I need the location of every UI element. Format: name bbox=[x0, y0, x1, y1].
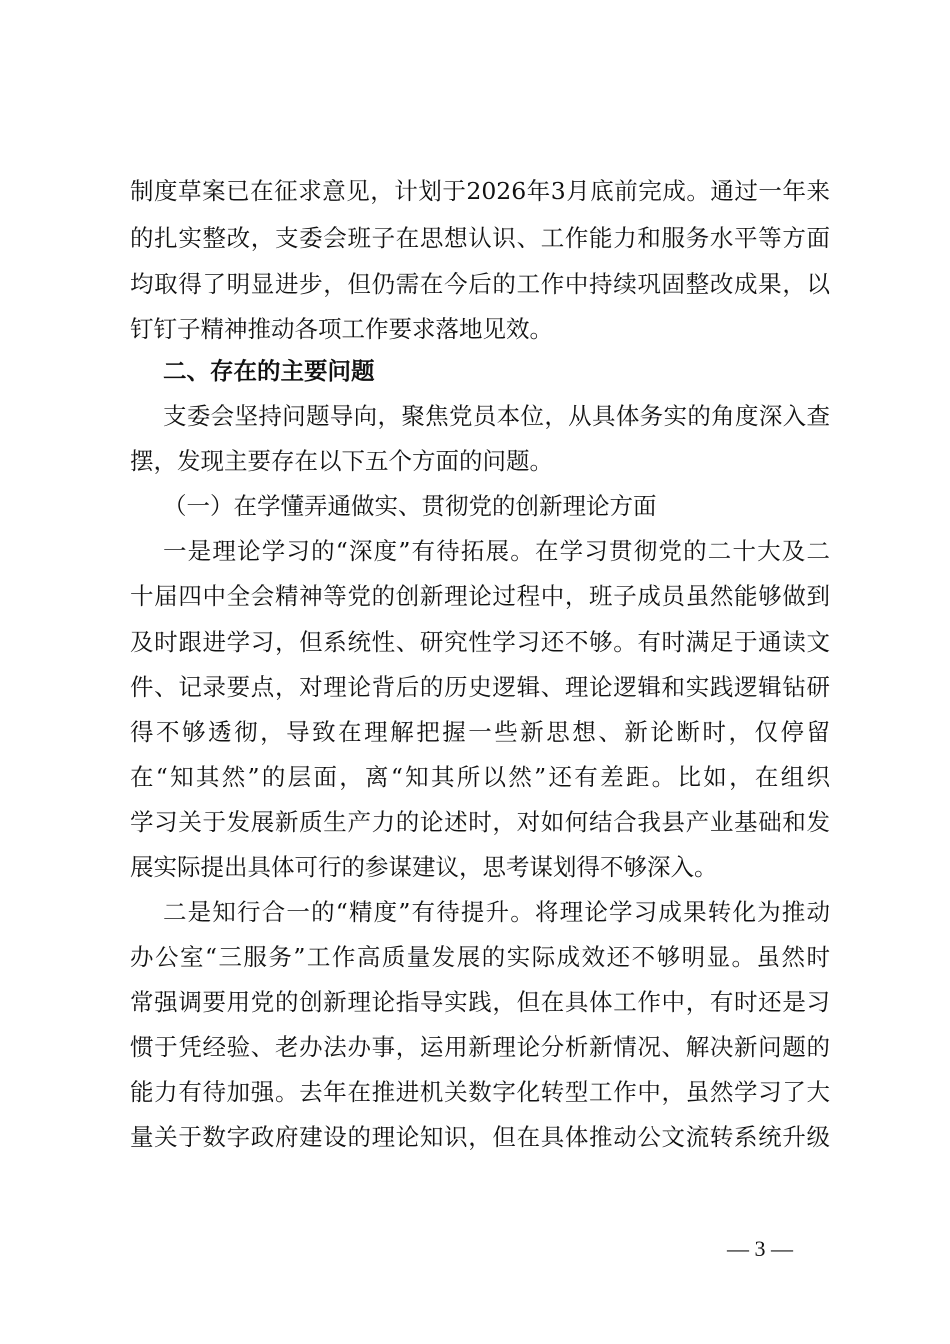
body-line: 学习关于发展新质生产力的论述时，对如何结合我县产业基础和发 bbox=[130, 808, 830, 836]
body-line: 制度草案已在征求意见，计划于2026年3月底前完成。通过一年来 bbox=[130, 177, 830, 205]
body-line: 二是知行合一的“精度”有待提升。将理论学习成果转化为推动 bbox=[163, 898, 830, 926]
body-line: 均取得了明显进步，但仍需在今后的工作中持续巩固整改成果，以 bbox=[130, 270, 830, 298]
body-line: 能力有待加强。去年在推进机关数字化转型工作中，虽然学习了大 bbox=[130, 1078, 830, 1106]
body-line: 在“知其然”的层面，离“知其所以然”还有差距。比如，在组织 bbox=[130, 763, 830, 791]
body-line: 十届四中全会精神等党的创新理论过程中，班子成员虽然能够做到 bbox=[130, 582, 830, 610]
body-line: 及时跟进学习，但系统性、研究性学习还不够。有时满足于通读文 bbox=[130, 628, 830, 656]
body-line: 的扎实整改，支委会班子在思想认识、工作能力和服务水平等方面 bbox=[130, 224, 830, 252]
body-line: 一是理论学习的“深度”有待拓展。在学习贯彻党的二十大及二 bbox=[163, 537, 830, 565]
body-line: 量关于数字政府建设的理论知识，但在具体推动公文流转系统升级 bbox=[130, 1123, 830, 1151]
body-line: 支委会坚持问题导向，聚焦党员本位，从具体务实的角度深入查 bbox=[163, 402, 830, 430]
body-line: 钉钉子精神推动各项工作要求落地见效。 bbox=[130, 315, 553, 343]
body-line: 件、记录要点，对理论背后的历史逻辑、理论逻辑和实践逻辑钻研 bbox=[130, 673, 830, 701]
body-line: 摆，发现主要存在以下五个方面的问题。 bbox=[130, 447, 553, 475]
section-heading: 二、存在的主要问题 bbox=[163, 357, 375, 385]
body-line: 展实际提出具体可行的参谋建议，思考谋划得不够深入。 bbox=[130, 853, 718, 881]
body-line: 惯于凭经验、老办法办事，运用新理论分析新情况、解决新问题的 bbox=[130, 1033, 830, 1061]
page-number: — 3 — bbox=[727, 1236, 793, 1261]
body-line: 办公室“三服务”工作高质量发展的实际成效还不够明显。虽然时 bbox=[130, 943, 830, 971]
body-line: 得不够透彻，导致在理解把握一些新思想、新论断时，仅停留 bbox=[130, 718, 830, 746]
subsection-heading: （一）在学懂弄通做实、贯彻党的创新理论方面 bbox=[163, 492, 657, 520]
body-line: 常强调要用党的创新理论指导实践，但在具体工作中，有时还是习 bbox=[130, 988, 830, 1016]
